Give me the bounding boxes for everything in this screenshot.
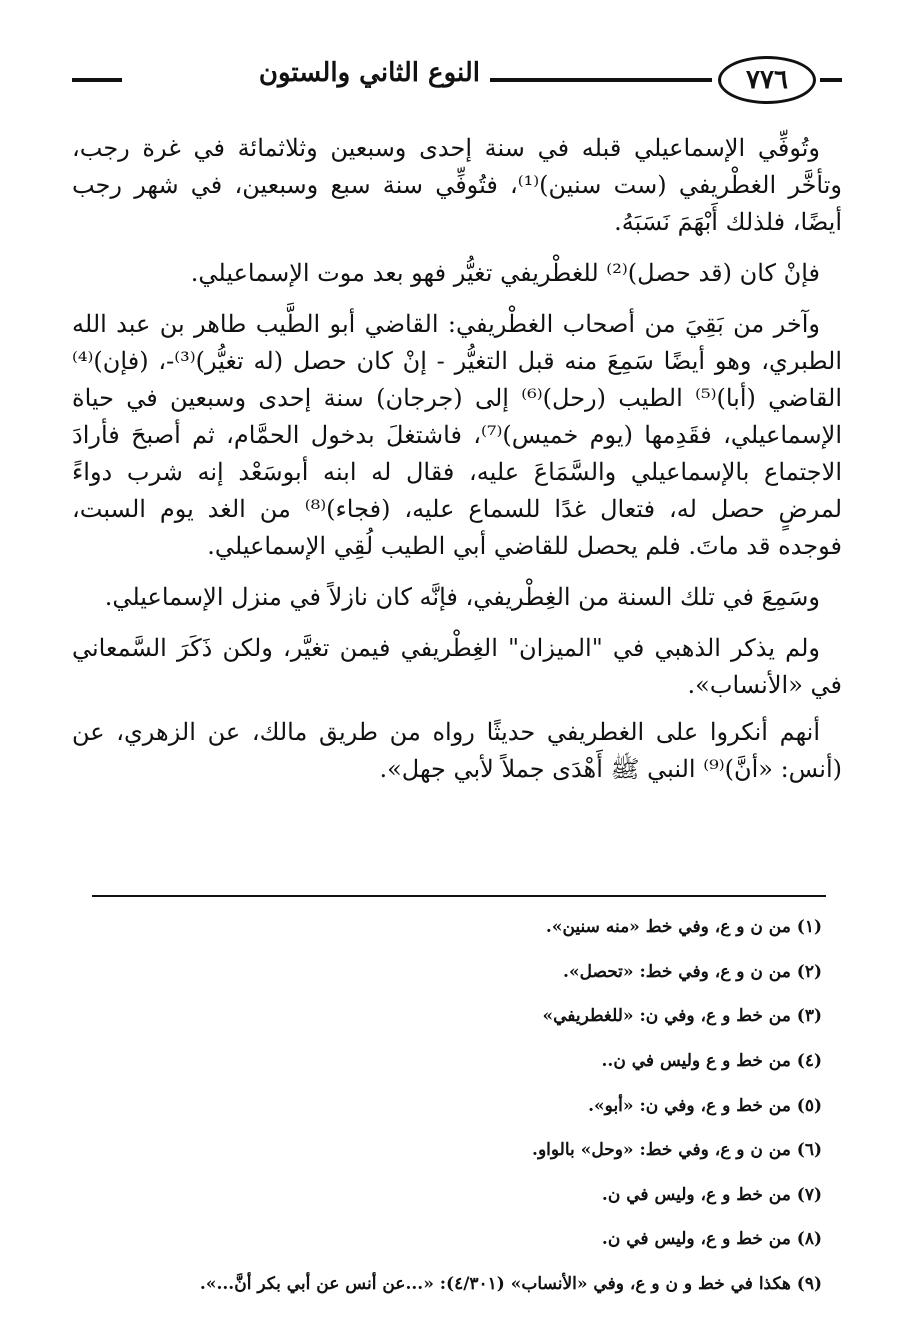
footnote-3: (٣) من خط و ع، وفي ن: «للغطريفي»	[542, 1006, 822, 1027]
paragraph-5: ولم يذكر الذهبي في "الميزان" الغِطْريفي فيمن تغيَّر، ولكن ذَكَرَ السَّمعاني في «الأنساب».	[72, 634, 842, 699]
footnotes	[82, 905, 822, 1306]
header-rule-left	[72, 78, 122, 82]
chapter-title: النوع الثاني والستون	[258, 58, 480, 88]
footnote-1: (١) من ن و ع، وفي خط «منه سنين».	[545, 917, 822, 938]
footnote-5: (٥) من خط و ع، وفي ن: «أبو».	[588, 1095, 822, 1116]
header-rule-right	[820, 78, 842, 82]
footnote-6: (٦) من ن و ع، وفي خط: «وحل» بالواو.	[532, 1140, 822, 1161]
footnote-4: (٤) من خط و ع وليس في ن..	[601, 1051, 822, 1072]
footnote-8: (٨) من خط و ع، وليس في ن.	[601, 1229, 822, 1250]
running-header	[72, 48, 842, 108]
paragraph-2: فإنْ كان (قد حصل)⁽²⁾ للغطْريفي تغيُّر فهو بعد موت الإسماعيلي.	[190, 259, 820, 287]
footnote-separator	[92, 895, 826, 897]
paragraph-4: وسَمِعَ في تلك السنة من الغِطْريفي، فإنَّه كان نازلاً في منزل الإسماعيلي.	[104, 583, 820, 611]
footnote-9: (٩) هكذا في خط و ن و ع، وفي «الأنساب» (٤/٣٠١): «...عن أنس عن أبي بكر أنَّ...».	[199, 1274, 822, 1295]
header-rule-middle	[490, 78, 712, 82]
paragraph-6: أنهم أنكروا على الغطريفي حديثًا رواه من طريق مالك، عن الزهري، عن (أنس: «أنَّ)⁽⁹⁾ النبي ﷺ أَهْدَى جملاً لأبي جهل».	[72, 718, 842, 783]
footnote-7: (٧) من خط و ع، وليس في ن.	[601, 1184, 822, 1205]
main-text	[72, 130, 842, 802]
page-number: ٧٧٦	[718, 56, 816, 104]
paragraph-1: وتُوفِّي الإسماعيلي قبله في سنة إحدى وسبعين وثلاثمائة في غرة رجب، وتأخَّر الغطْريفي (ست سنين)⁽¹⁾، فتُوفِّي سنة سبع وسبعين، في شهر رجب أيضًا، فلذلك أَبْهَمَ نَسَبَهُ.	[72, 134, 842, 236]
footnote-2: (٢) من ن و ع، وفي خط: «تحصل».	[563, 961, 822, 982]
paragraph-3: وآخر من بَقِيَ من أصحاب الغطْريفي: القاضي أبو الطَّيب طاهر بن عبد الله الطبري، وهو أيضًا سَمِعَ منه قبل التغيُّر - إنْ كان حصل (له تغيُّر)⁽³⁾-، (فإن)⁽⁴⁾ القاضي (أبا)⁽⁵⁾ الطيب (رحل)⁽⁶⁾ إلى (جرجان) سنة إحدى وسبعين في حياة الإسماعيلي، فقَدِمها (يوم خميس)⁽⁷⁾، فاشتغلَ بدخول الحمَّام، ثم أصبحَ فأرادَ الاجتماع بالإسماعيلي والسَّمَاعَ عليه، فقال له ابنه أبوسَعْد إنه شرب دواءً لمرضٍ حصل له، فتعال غدًا للسماع عليه، (فجاء)⁽⁸⁾ من الغد يوم السبت، فوجده قد ماتَ. فلم يحصل للقاضي أبي الطيب لُقِي الإسماعيلي.	[72, 310, 843, 560]
